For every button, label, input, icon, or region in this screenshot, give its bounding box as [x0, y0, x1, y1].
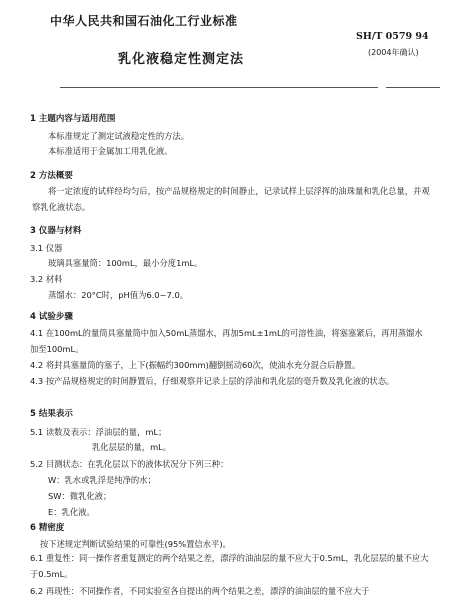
- section-2-title: 2 方法概要: [30, 171, 73, 181]
- header-organization: 中华人民共和国石油化工行业标准: [50, 14, 238, 28]
- section-4-2: 4.2 将封具塞量筒的塞子，上下(振幅约300mm)翻倒摇动60次，使油水充分混合后静置。: [30, 360, 361, 370]
- section-1-paragraph-1: 本标准规定了测定试液稳定性的方法。: [48, 131, 190, 141]
- section-3-title: 3 仪器与材料: [30, 226, 82, 236]
- standard-confirmation: (2004年确认): [368, 48, 419, 57]
- section-6-2: 6.2 再现性：不同操作者，不同实验室各自提出的两个结果之差，漂浮的油油层的量不应大于: [30, 586, 370, 596]
- section-2-paragraph: 将一定浓度的试样经均匀后，按产品规格规定的时间静止，记录试样上层浮挥的油珠量和乳化总量，并观察乳化液状态。: [32, 186, 430, 212]
- section-5-2-item-e: E：乳化液。: [48, 507, 95, 517]
- section-6-title: 6 精密度: [30, 523, 65, 533]
- section-1-title: 1 主题内容与适用范围: [30, 114, 116, 124]
- section-5-title: 5 结果表示: [30, 409, 73, 419]
- section-5-1-line-1: 5.1 读数及表示：浮油层的量，mL；: [30, 427, 167, 437]
- section-6-1: 6.1 重复性：同一操作者重复测定的两个结果之差，漂浮的油油层的量不应大于0.5mL，乳化层层的量不应大于0.5mL。: [30, 553, 429, 579]
- section-3-2-title: 3.2 材料: [30, 274, 63, 284]
- section-4-title: 4 试验步骤: [30, 312, 73, 322]
- section-3-2-text: 蒸馏水：20°C时，pH值为6.0~7.0。: [48, 290, 189, 300]
- section-1-paragraph-2: 本标准适用于金属加工用乳化液。: [48, 146, 173, 156]
- section-3-1-text: 玻璃具塞量筒：100mL，最小分度1mL。: [48, 258, 203, 268]
- section-5-2-item-sw: SW：微乳化液；: [48, 491, 112, 501]
- document-title: 乳化液稳定性测定法: [118, 52, 245, 67]
- section-4-1: 4.1 在100mL的量筒具塞量筒中加入50mL蒸馏水，再加5mL±1mL的可溶性油，将塞塞紧后，再用蒸馏水加至100mL。: [30, 328, 423, 354]
- section-6-intro: 按下述规定判断试验结果的可靠性(95%置信水平)。: [40, 539, 231, 549]
- section-5-1-line-2: 乳化层层的量，mL。: [92, 442, 172, 452]
- section-4-3: 4.3 按产品规格规定的时间静置后，仔细观察并记录上层的浮油和乳化层的毫升数及乳化液的状态。: [30, 376, 395, 386]
- header-rule-left: [60, 87, 378, 88]
- section-5-2-item-w: W：乳水或乳浮是纯净的水；: [48, 475, 156, 485]
- header-rule-right: [386, 87, 440, 88]
- section-5-2: 5.2 目测状态：在乳化层以下的液体状况分下列三种：: [30, 459, 229, 469]
- section-3-1-title: 3.1 仪器: [30, 243, 63, 253]
- standard-code: SH/T 0579 94: [356, 31, 429, 42]
